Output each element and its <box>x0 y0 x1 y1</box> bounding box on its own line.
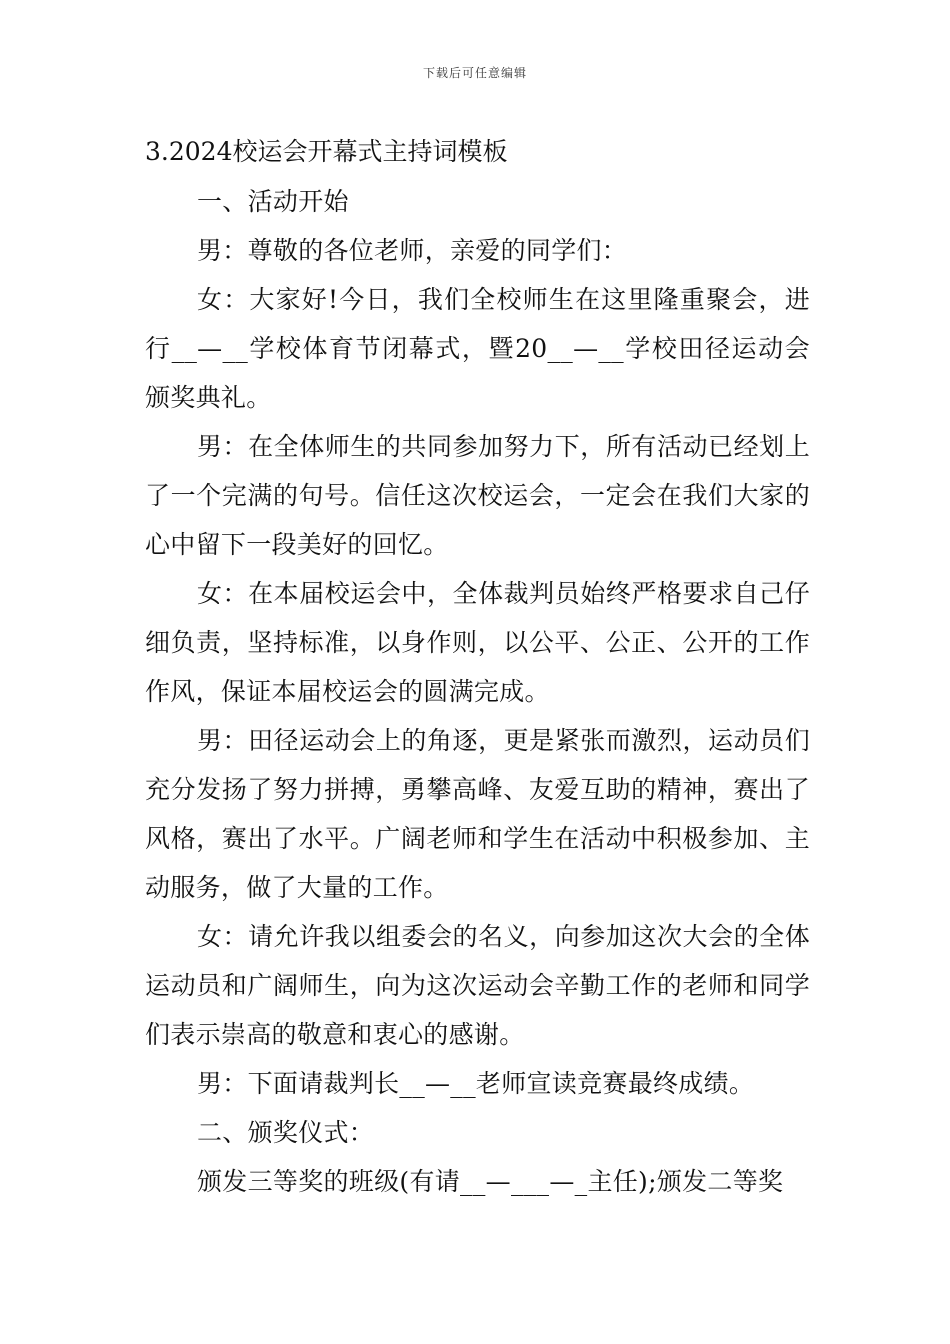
paragraph: 女：大家好!今日，我们全校师生在这里隆重聚会，进行__—__学校体育节闭幕式，暨20__—__学校田径运动会颁奖典礼。 <box>145 285 810 412</box>
page-header: 下载后可任意编辑 <box>422 66 527 80</box>
paragraph: 一、活动开始 <box>197 187 349 216</box>
paragraph: 男：在全体师生的共同参加努力下，所有活动已经划上了一个完满的句号。信任这次校运会，一定会在我们大家的心中留下一段美好的回忆。 <box>145 432 810 559</box>
document-title: 3.2024校运会开幕式主持词模板 <box>145 137 508 166</box>
paragraph: 二、颁奖仪式： <box>197 1118 375 1147</box>
paragraph: 男：尊敬的各位老师，亲爱的同学们： <box>197 236 628 265</box>
paragraph: 男：田径运动会上的角逐，更是紧张而激烈，运动员们充分发扬了努力拼搏，勇攀高峰、友爱互助的精神，赛出了风格，赛出了水平。广阔老师和学生在活动中积极参加、主动服务，做了大量的工作。 <box>145 726 810 902</box>
paragraph: 颁发三等奖的班级(有请__—___—_主任);颁发二等奖 <box>197 1167 784 1196</box>
paragraph: 男：下面请裁判长__—__老师宣读竞赛最终成绩。 <box>197 1069 755 1098</box>
paragraph: 女：请允许我以组委会的名义，向参加这次大会的全体运动员和广阔师生，向为这次运动会辛勤工作的老师和同学们表示崇高的敬意和衷心的感谢。 <box>145 922 810 1049</box>
document-body <box>145 128 810 1206</box>
paragraph: 女：在本届校运会中，全体裁判员始终严格要求自己仔细负责，坚持标准，以身作则，以公平、公正、公开的工作作风，保证本届校运会的圆满完成。 <box>145 579 810 706</box>
